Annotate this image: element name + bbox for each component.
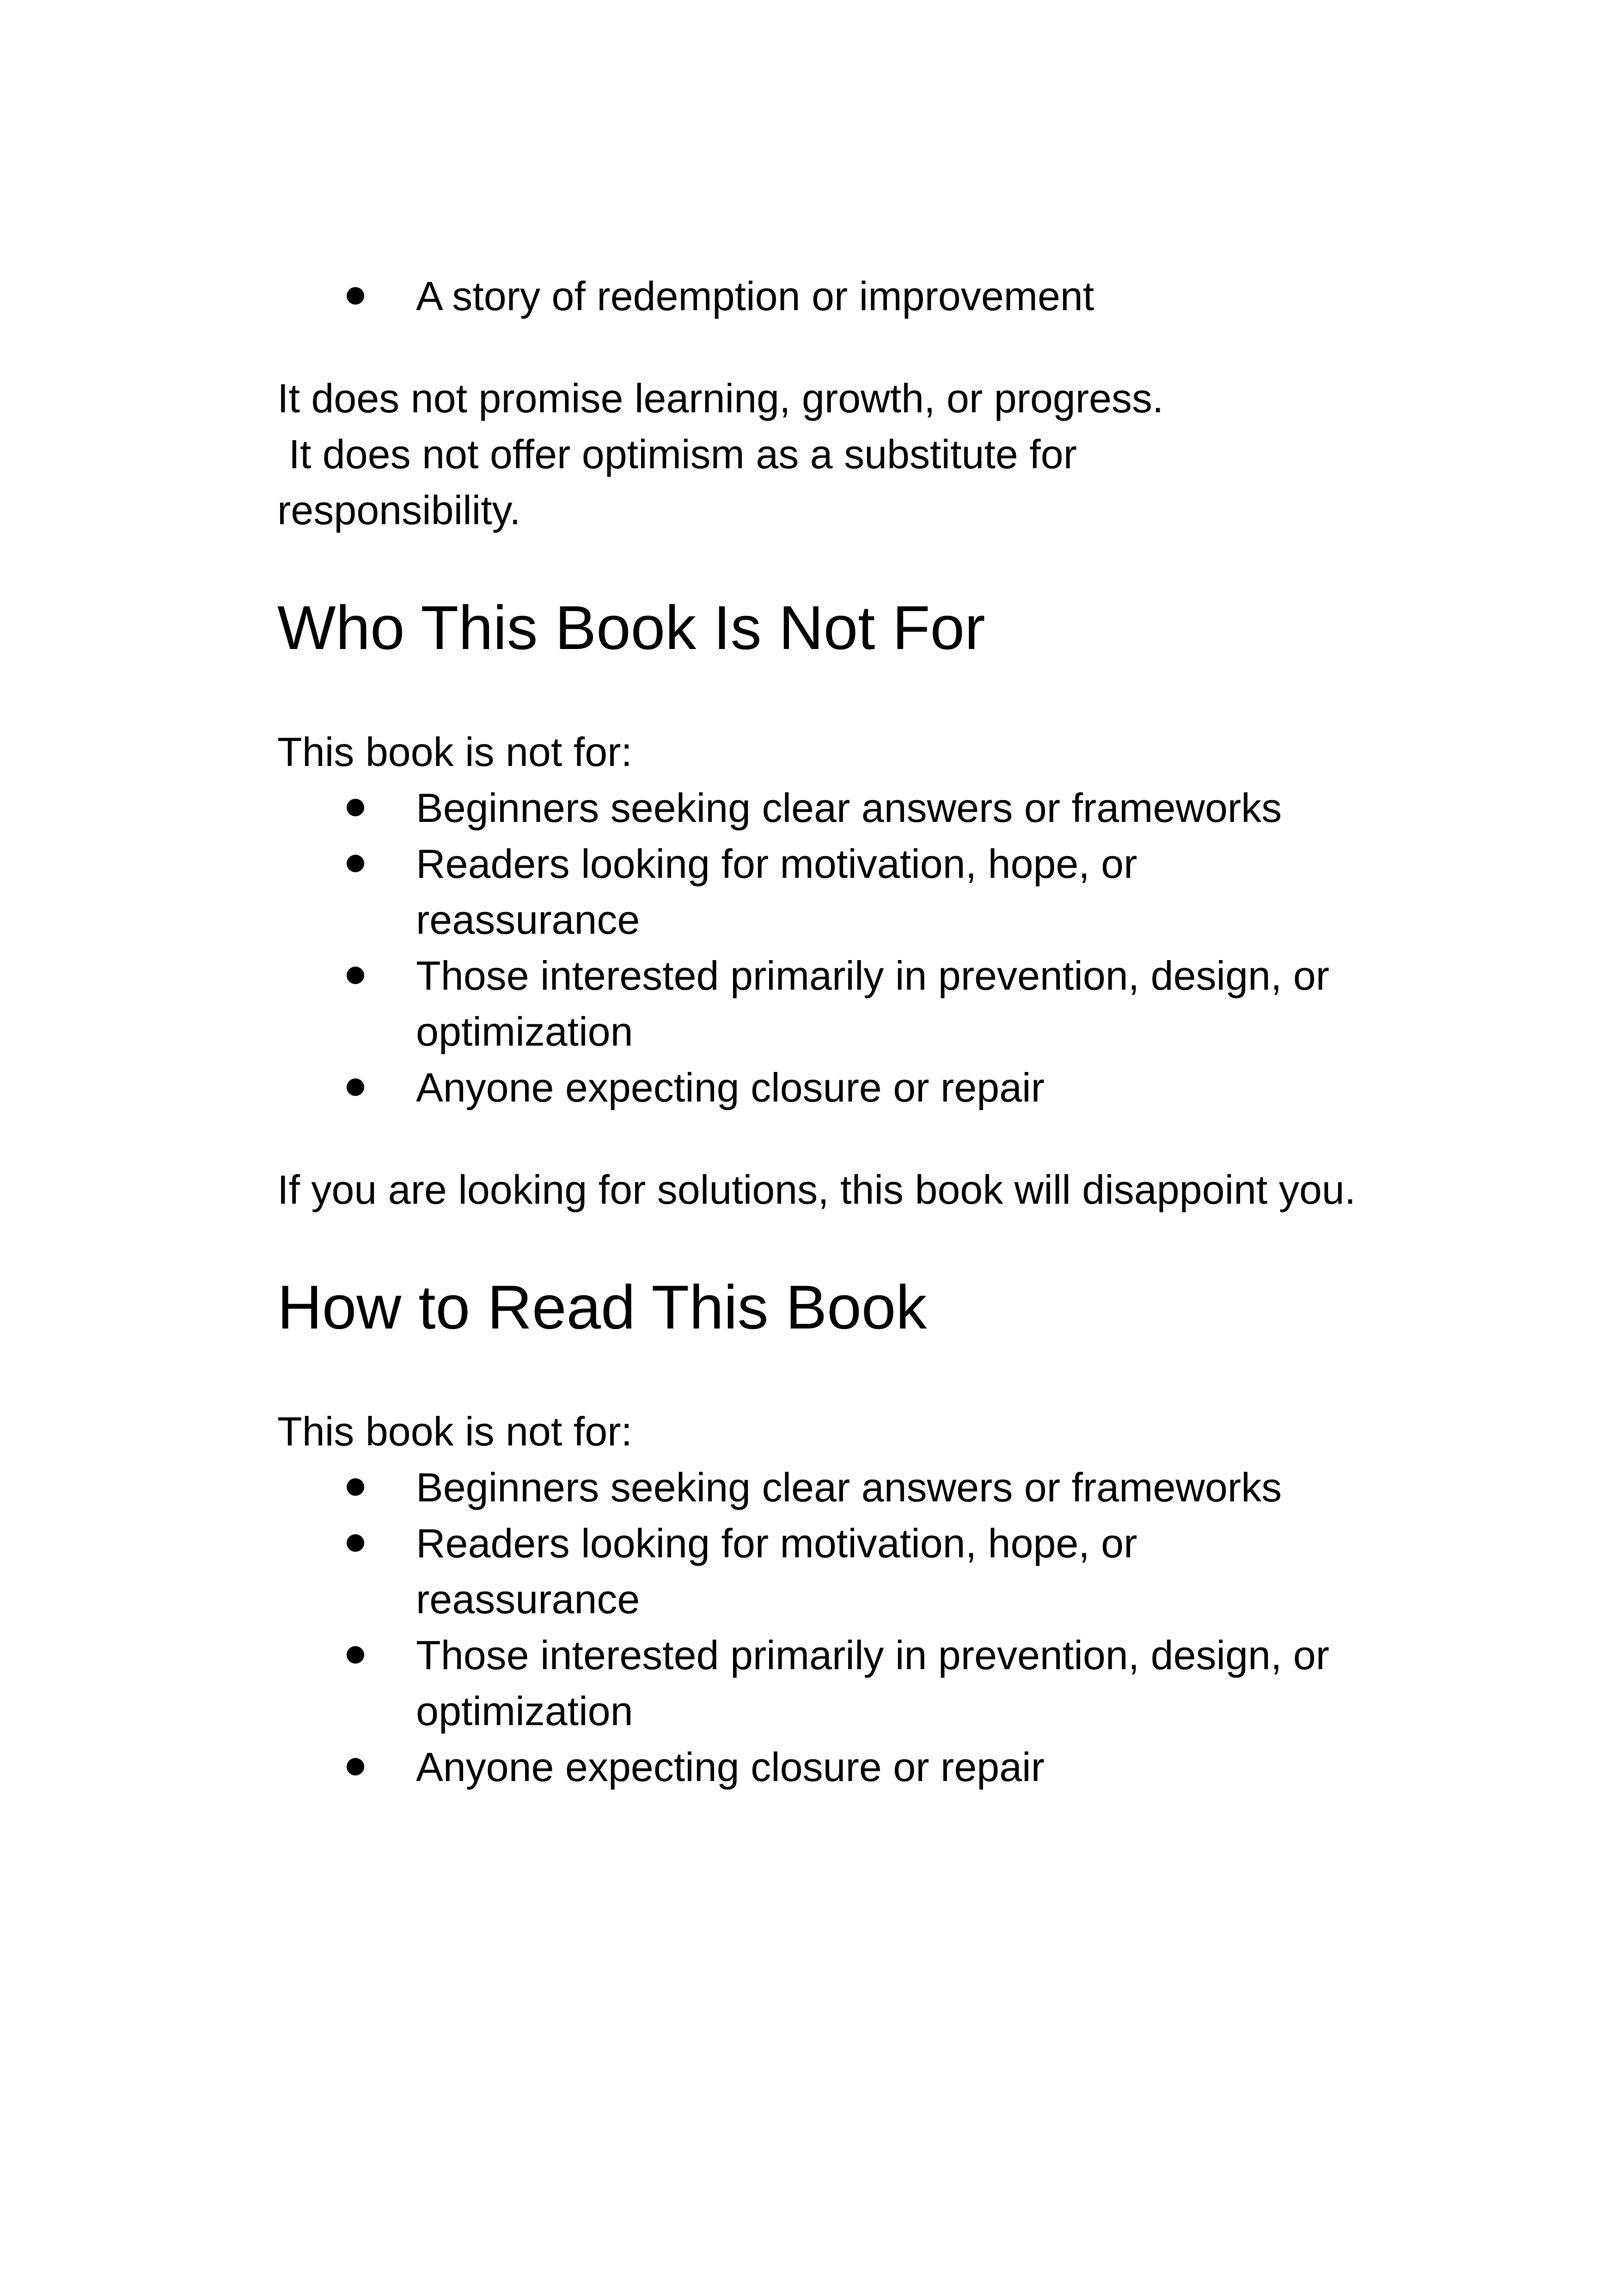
intro-line: It does not promise learning, growth, or progress. <box>277 375 1164 421</box>
list-item <box>277 268 1359 324</box>
bullet-icon <box>347 799 364 816</box>
list-item-text: Beginners seeking clear answers or frameworks <box>416 785 1282 831</box>
list-item-text: Those interested primarily in prevention, design, or optimization <box>416 1632 1330 1734</box>
list-item <box>277 1459 1359 1515</box>
bullet-icon <box>347 855 364 872</box>
section-lead: This book is not for: <box>277 1408 632 1454</box>
bullet-icon <box>347 967 364 984</box>
intro-paragraph <box>277 370 1359 538</box>
bullet-icon <box>347 1534 364 1552</box>
list-item <box>277 948 1359 1059</box>
list-item <box>277 1059 1359 1115</box>
list-item <box>277 780 1359 836</box>
section-heading-how-to-read: How to Read This Book <box>277 1273 927 1342</box>
reading-bullet-list <box>277 1459 1359 1795</box>
closing-paragraph: If you are looking for solutions, this book will disappoint you. <box>277 1167 1356 1212</box>
list-item-text: Readers looking for motivation, hope, or reassurance <box>416 1520 1137 1622</box>
bullet-icon <box>347 1478 364 1496</box>
list-item <box>277 836 1359 948</box>
intro-line: responsibility. <box>277 487 521 533</box>
document-page <box>277 268 1359 1795</box>
list-item-text: A story of redemption or improvement <box>416 273 1094 319</box>
intro-line: It does not offer optimism as a substitute for <box>277 431 1077 477</box>
list-item <box>277 1515 1359 1627</box>
list-item <box>277 1739 1359 1795</box>
top-bullet-list <box>277 268 1359 324</box>
bullet-icon <box>347 1758 364 1776</box>
list-item-text: Anyone expecting closure or repair <box>416 1065 1045 1110</box>
section-heading-who-not-for: Who This Book Is Not For <box>277 594 985 662</box>
list-item-text: Readers looking for motivation, hope, or reassurance <box>416 841 1137 943</box>
bullet-icon <box>347 1646 364 1664</box>
bullet-icon <box>347 1078 364 1096</box>
list-item-text: Those interested primarily in prevention, design, or optimization <box>416 953 1330 1054</box>
list-item-text: Anyone expecting closure or repair <box>416 1744 1045 1790</box>
list-item <box>277 1627 1359 1739</box>
list-item-text: Beginners seeking clear answers or frameworks <box>416 1464 1282 1510</box>
audience-bullet-list <box>277 780 1359 1115</box>
section-lead: This book is not for: <box>277 729 632 775</box>
bullet-icon <box>347 287 364 305</box>
